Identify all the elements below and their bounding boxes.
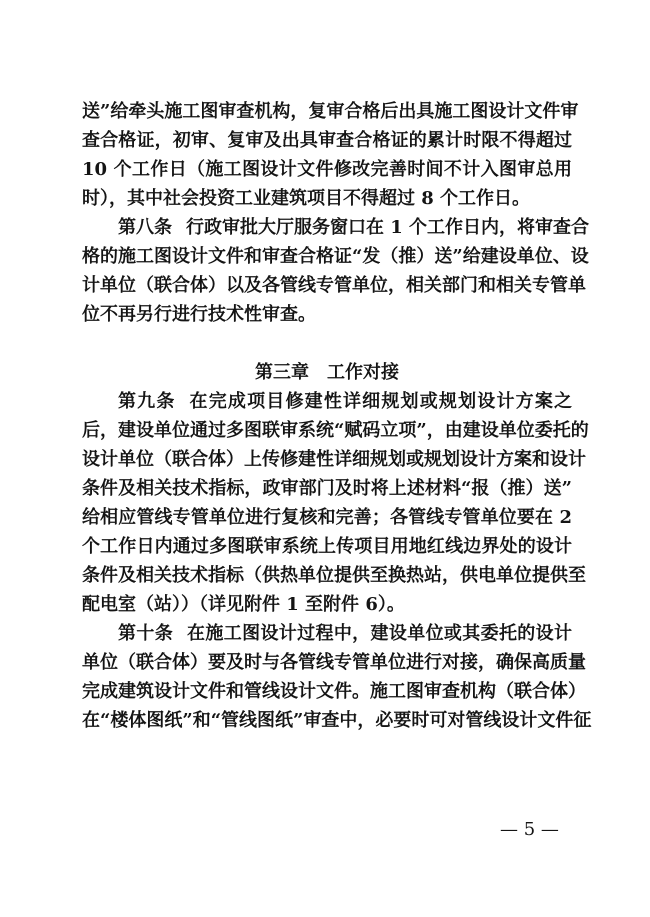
article-label: 第九条: [118, 391, 176, 412]
chapter-heading: [82, 358, 572, 387]
text-line: 送”给牵头施工图审查机构，复审合格后出具施工图设计文件审: [82, 101, 579, 122]
article-9: [82, 387, 589, 619]
text-line: 查合格证，初审、复审及出具审查合格证的累计时限不得超过: [82, 130, 572, 151]
document-body: [82, 97, 592, 735]
blank-line: [82, 329, 572, 358]
text-line: 计单位（联合体）以及各管线专管单位，相关部门和相关专管单: [82, 275, 586, 296]
article-8: [82, 213, 590, 329]
text-line: [82, 387, 572, 416]
text-line: 给相应管线专管单位进行复核和完善；各管线专管单位要在 2: [82, 507, 572, 528]
text-line: 完成建筑设计文件和管线设计文件。施工图审查机构（联合体）: [82, 681, 586, 702]
text-line: 时），其中社会投资工业建筑项目不得超过 8 个工作日。: [82, 188, 531, 209]
text-line: 在“楼体图纸”和“管线图纸”审查中，必要时可对管线设计文件征: [82, 710, 592, 731]
text-line: 格的施工图设计文件和审查合格证“发（推）送”给建设单位、设: [82, 246, 589, 267]
text-line: 后，建设单位通过多图联审系统“赋码立项”，由建设单位委托的: [82, 420, 589, 441]
page-number: — 5 —: [500, 819, 559, 840]
text-line: 位不再另行进行技术性审查。: [82, 304, 316, 325]
text-line: 条件及相关技术指标，政审部门及时将上述材料“报（推）送”: [82, 478, 572, 499]
text-line: 单位（联合体）要及时与各管线专管单位进行对接，确保高质量: [82, 652, 586, 673]
article-text: 行政审批大厅服务窗口在 1 个工作日内，将审查合: [186, 217, 590, 238]
chapter-title: 工作对接: [327, 362, 399, 383]
article-label: 第八条: [118, 217, 172, 238]
article-text: 在完成项目修建性详细规划或规划设计方案之: [189, 391, 572, 412]
chapter-number: 第三章: [255, 362, 309, 383]
text-line: 条件及相关技术指标（供热单位提供至换热站，供电单位提供至: [82, 565, 586, 586]
article-10: [82, 619, 592, 735]
text-line: [82, 619, 572, 648]
paragraph-continuation: [82, 97, 579, 213]
article-text: 在施工图设计过程中，建设单位或其委托的设计: [187, 623, 573, 644]
text-line: 10 个工作日（施工图设计文件修改完善时间不计入图审总用: [82, 159, 572, 180]
article-label: 第十条: [118, 623, 174, 644]
text-line: 配电室（站））（详见附件 1 至附件 6）。: [82, 594, 405, 615]
text-line: [82, 213, 590, 242]
text-line: 设计单位（联合体）上传修建性详细规划或规划设计方案和设计: [82, 449, 586, 470]
text-line: 个工作日内通过多图联审系统上传项目用地红线边界处的设计: [82, 536, 572, 557]
